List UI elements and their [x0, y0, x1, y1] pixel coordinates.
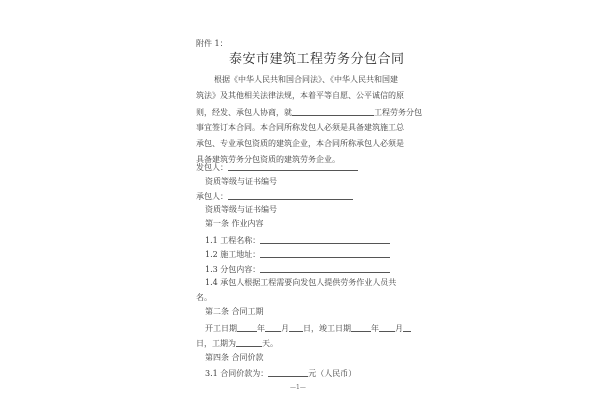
- contractor-blank: [228, 191, 353, 200]
- year-label: 年: [257, 324, 265, 333]
- article-1-heading: 第一条 作业内容: [205, 219, 264, 228]
- intro-line-1: 根据《中华人民共和国合同法》、《中华人民共和国建: [214, 75, 398, 84]
- end-month-blank: [379, 323, 395, 332]
- item-1-1-label: 1.1 工程名称：: [205, 236, 261, 245]
- duration-blank: [236, 338, 262, 347]
- intro-line-4: 事宜签订本合同。本合同所称发包人必须是具备建筑施工总: [196, 123, 404, 132]
- item-1-2-label: 1.2 施工地址：: [205, 250, 261, 259]
- price-label: 3.1 合同价款为：: [205, 369, 269, 378]
- intro-line-2: 筑法》及其他相关法律法规，本着平等自愿、公平诚信的原: [196, 91, 404, 100]
- schedule-line: [205, 323, 411, 334]
- month-label: 月: [281, 324, 289, 333]
- page-number: —1—: [290, 384, 306, 391]
- start-year-blank: [237, 323, 257, 332]
- start-month-blank: [265, 323, 281, 332]
- price-line: [205, 368, 356, 379]
- employer-field: [196, 162, 358, 173]
- subcontract-content-field: [260, 264, 390, 273]
- contractor-cert-label: 资质等级与证书编号: [205, 205, 277, 214]
- end-day-blank: [403, 323, 411, 332]
- item-1-1: [205, 235, 390, 246]
- intro-line-3-text: 则，经发、承包人协商，就: [196, 108, 292, 117]
- price-blank: [268, 368, 308, 377]
- contractor-label: 承包人：: [196, 192, 228, 201]
- employer-blank: [228, 162, 358, 171]
- item-1-2: [205, 249, 390, 260]
- duration-label: 日，工期为: [196, 339, 236, 348]
- item-1-4-line-1: 1.4 承包人根据工程需要向发包人提供劳务作业人员共: [205, 278, 397, 287]
- intro-line-5: 承包、专业承包资质的建筑企业，本合同所称承包人必须是: [196, 139, 404, 148]
- employer-cert-label: 资质等级与证书编号: [205, 177, 277, 186]
- contractor-field: [196, 191, 353, 202]
- days-label: 天。: [262, 339, 278, 348]
- month-label-2: 月: [395, 324, 403, 333]
- day-label: 日: [303, 324, 311, 333]
- year-label-2: 年: [371, 324, 379, 333]
- employer-label: 发包人：: [196, 163, 228, 172]
- article-2-heading: 第二条 合同工期: [205, 307, 264, 316]
- start-date-label: 开工日期: [205, 324, 237, 333]
- project-name-field: [260, 235, 390, 244]
- attachment-label: 附件 1：: [196, 39, 228, 48]
- document-title: 泰安市建筑工程劳务分包合同: [229, 52, 405, 67]
- intro-line-3: [196, 107, 422, 118]
- item-1-3: [205, 264, 390, 275]
- start-day-blank: [289, 323, 303, 332]
- currency-label: 元（人民币）: [308, 369, 357, 378]
- item-1-4-line-2: 名。: [196, 293, 212, 302]
- item-1-3-label: 1.3 分包内容：: [205, 265, 261, 274]
- article-4-heading: 第四条 合同价款: [205, 353, 264, 362]
- end-year-blank: [351, 323, 371, 332]
- intro-line-6: 具备建筑劳务分包资质的建筑劳务企业。: [196, 155, 340, 164]
- site-address-field: [260, 249, 390, 258]
- duration-line: [196, 338, 278, 349]
- completion-date-label: ，竣工日期: [311, 324, 351, 333]
- project-name-blank: [292, 107, 374, 116]
- intro-line-3-tail: 工程劳务分包: [374, 108, 422, 117]
